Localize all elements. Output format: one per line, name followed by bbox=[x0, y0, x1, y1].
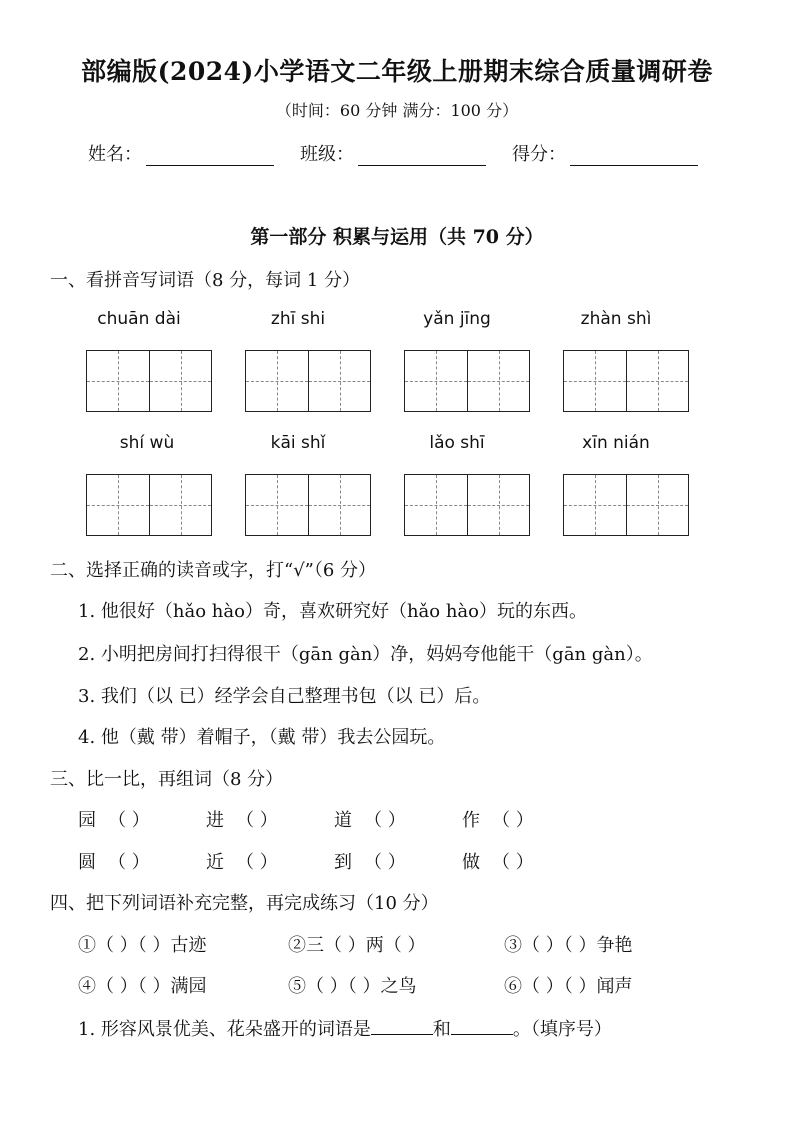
pinyin-label: zhī shi bbox=[270, 309, 326, 329]
compare-blank[interactable]: （ ） bbox=[236, 810, 278, 831]
pinyin-label: zhàn shì bbox=[580, 309, 652, 329]
idiom-item[interactable]: ③（ ）（ ）争艳 bbox=[504, 935, 633, 956]
question-item[interactable]: 2. 小明把房间打扫得很干（gān gàn）净，妈妈夸他能干（gān gàn）。 bbox=[78, 644, 653, 665]
answer-blank[interactable] bbox=[451, 1018, 513, 1035]
section-3-heading: 三、比一比，再组词（8 分） bbox=[50, 769, 284, 790]
section-2-heading: 二、选择正确的读音或字，打“√”（6 分） bbox=[50, 560, 377, 581]
exam-time-info: （时间：60 分钟 满分：100 分） bbox=[275, 101, 519, 120]
writing-grid[interactable] bbox=[86, 350, 212, 412]
pinyin-label: chuān dài bbox=[97, 309, 181, 329]
compare-blank[interactable]: （ ） bbox=[364, 810, 406, 831]
pinyin-label: lǎo shī bbox=[429, 433, 485, 453]
answer-blank[interactable] bbox=[371, 1018, 433, 1035]
fill-question-suffix: 。（填序号） bbox=[512, 1019, 612, 1040]
compare-char: 圆 bbox=[78, 852, 96, 873]
fill-question bbox=[78, 1015, 612, 1041]
fill-question-prefix: 1. 形容风景优美、花朵盛开的词语是 bbox=[78, 1019, 371, 1040]
writing-grid[interactable] bbox=[86, 474, 212, 536]
compare-blank[interactable]: （ ） bbox=[108, 810, 150, 831]
name-label: 姓名： bbox=[88, 144, 142, 165]
student-info-row bbox=[88, 140, 698, 166]
pinyin-label: xīn nián bbox=[582, 433, 650, 453]
idiom-item[interactable]: ⑥（ ）（ ）闻声 bbox=[504, 976, 633, 997]
class-label: 班级： bbox=[300, 144, 354, 165]
compare-char: 进 bbox=[206, 810, 224, 831]
idiom-item[interactable]: ④（ ）（ ）满园 bbox=[78, 976, 207, 997]
compare-char: 作 bbox=[462, 810, 480, 831]
fill-question-mid: 和 bbox=[432, 1019, 451, 1040]
question-item[interactable]: 3. 我们（以 已）经学会自己整理书包（以 已）后。 bbox=[78, 686, 491, 707]
compare-char: 园 bbox=[78, 810, 96, 831]
compare-char: 到 bbox=[334, 852, 352, 873]
compare-blank[interactable]: （ ） bbox=[108, 852, 150, 873]
name-field[interactable] bbox=[88, 140, 274, 166]
class-field[interactable] bbox=[300, 140, 486, 166]
idiom-item[interactable]: ①（ ）（ ）古迹 bbox=[78, 935, 207, 956]
score-blank[interactable] bbox=[570, 147, 698, 166]
question-item[interactable]: 4. 他（戴 带）着帽子，（戴 带）我去公园玩。 bbox=[78, 727, 446, 748]
section-4-heading: 四、把下列词语补充完整，再完成练习（10 分） bbox=[50, 893, 439, 914]
pinyin-label: yǎn jīng bbox=[423, 309, 491, 329]
pinyin-label: kāi shǐ bbox=[270, 433, 326, 453]
name-blank[interactable] bbox=[146, 147, 274, 166]
writing-grid[interactable] bbox=[245, 350, 371, 412]
writing-grid[interactable] bbox=[563, 350, 689, 412]
idiom-item[interactable]: ⑤（ ）（ ）之鸟 bbox=[288, 976, 417, 997]
compare-blank[interactable]: （ ） bbox=[236, 852, 278, 873]
compare-char: 做 bbox=[462, 852, 480, 873]
pinyin-label: shí wù bbox=[119, 433, 175, 453]
writing-grid[interactable] bbox=[563, 474, 689, 536]
page-title: 部编版(2024)小学语文二年级上册期末综合质量调研卷 bbox=[81, 57, 713, 86]
compare-char: 近 bbox=[206, 852, 224, 873]
section-1-heading: 一、看拼音写词语（8 分，每词 1 分） bbox=[50, 270, 361, 291]
idiom-item[interactable]: ②三（ ）两（ ） bbox=[288, 935, 426, 956]
compare-blank[interactable]: （ ） bbox=[364, 852, 406, 873]
compare-blank[interactable]: （ ） bbox=[492, 810, 534, 831]
writing-grid[interactable] bbox=[404, 350, 530, 412]
score-label: 得分： bbox=[512, 144, 566, 165]
writing-grid[interactable] bbox=[245, 474, 371, 536]
score-field[interactable] bbox=[512, 140, 698, 166]
compare-char: 道 bbox=[334, 810, 352, 831]
question-item[interactable]: 1. 他很好（hǎo hào）奇，喜欢研究好（hǎo hào）玩的东西。 bbox=[78, 601, 587, 622]
class-blank[interactable] bbox=[358, 147, 486, 166]
compare-blank[interactable]: （ ） bbox=[492, 852, 534, 873]
writing-grid[interactable] bbox=[404, 474, 530, 536]
part-one-title: 第一部分 积累与运用（共 70 分） bbox=[250, 226, 544, 248]
